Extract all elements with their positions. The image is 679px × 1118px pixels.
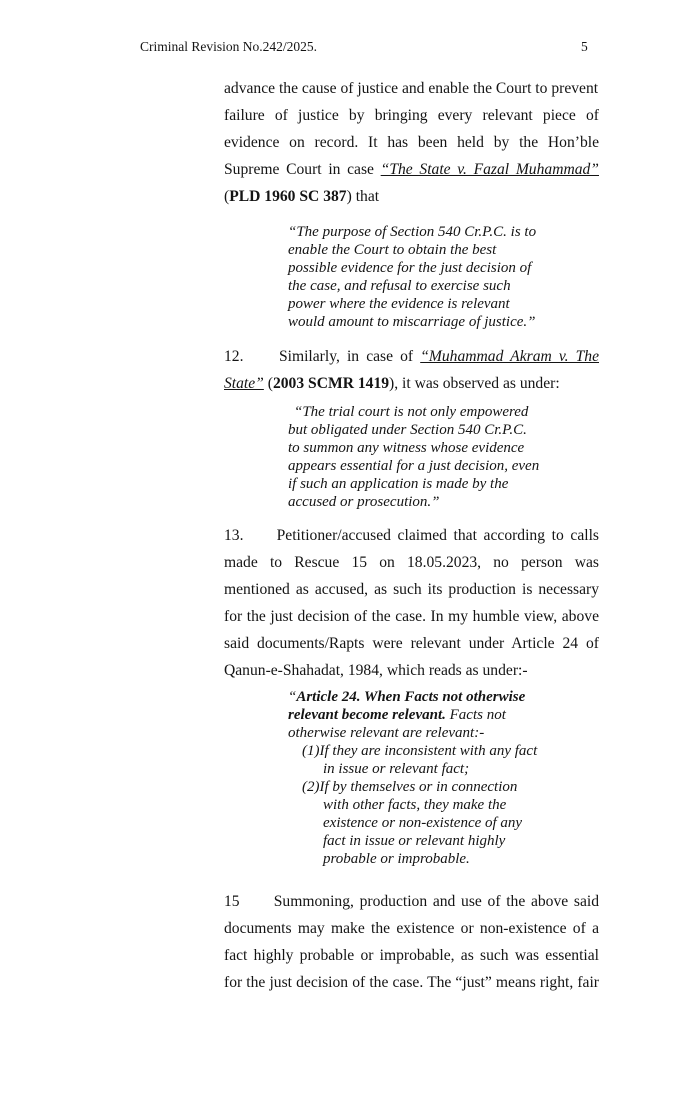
article-heading: Article 24. When Facts not otherwise — [296, 689, 526, 705]
quote-line: in issue or relevant fact; — [323, 761, 470, 777]
article-heading: relevant become relevant. — [288, 707, 446, 723]
paragraph-15 — [224, 888, 599, 996]
quote-line: with other facts, they make the — [323, 797, 507, 813]
text-run: ( — [263, 375, 273, 392]
text-line: mentioned as accused, as such its production is necessary — [224, 581, 599, 598]
text-run: Facts not — [445, 707, 506, 723]
text-line — [224, 370, 599, 397]
quote-line: “The purpose of Section 540 Cr.P.C. is to — [288, 224, 537, 240]
quote-line: “The trial court is not only empowered — [294, 404, 529, 420]
text-line: evidence on record. It has been held by the Hon’ble — [224, 134, 599, 151]
case-citation-title: “Muhammad Akram v. The — [420, 348, 599, 365]
text-run: Supreme Court in case — [224, 161, 381, 178]
text-run: Summoning, production and use of the above said — [273, 893, 599, 910]
quote-line — [288, 688, 553, 706]
text-run: If by themselves or in connection — [319, 779, 518, 795]
quote-line: accused or prosecution.” — [288, 494, 440, 510]
text-line: said documents/Rapts were relevant under Article 24 of — [224, 635, 599, 652]
text-line: for the just decision of the case. In my humble view, above — [224, 608, 599, 625]
text-run: Similarly, in case of — [278, 348, 421, 365]
paragraph-13 — [224, 522, 599, 684]
list-number: (2) — [302, 779, 320, 795]
text-run: ) that — [346, 188, 380, 205]
text-run: “ — [288, 689, 297, 705]
law-report-citation: PLD 1960 SC 387 — [229, 188, 347, 205]
block-quote-article-24 — [288, 688, 553, 868]
paragraph-11-continuation — [224, 75, 599, 210]
text-run: If they are inconsistent with any fact — [319, 743, 538, 759]
quote-line: power where the evidence is relevant — [288, 296, 510, 312]
case-citation-title: “The State v. Fazal Muhammad” — [380, 161, 599, 178]
text-run: ), it was observed as under: — [389, 375, 560, 392]
case-citation-title: State” — [224, 375, 264, 392]
text-line: documents may make the existence or non-existence of a — [224, 920, 599, 937]
quote-line: existence or non-existence of any — [323, 815, 523, 831]
paragraph-number: 15 — [224, 893, 240, 910]
text-line: for the just decision of the case. The “just” means right, fair — [224, 974, 599, 991]
quote-line: fact in issue or relevant highly — [323, 833, 506, 849]
block-quote-2 — [288, 403, 553, 511]
quote-line: possible evidence for the just decision of — [288, 260, 532, 276]
quote-line: otherwise relevant are relevant:- — [288, 725, 485, 741]
text-line: advance the cause of justice and enable the Court to prevent — [224, 80, 599, 97]
text-line — [224, 183, 599, 210]
block-quote-1 — [288, 223, 553, 331]
law-report-citation: 2003 SCMR 1419 — [272, 375, 390, 392]
text-line — [224, 156, 599, 183]
list-number: (1) — [302, 743, 320, 759]
quote-line: if such an application is made by the — [288, 476, 509, 492]
page-number: 5 — [581, 39, 588, 54]
quote-line: but obligated under Section 540 Cr.P.C. — [288, 422, 527, 438]
quote-line: the case, and refusal to exercise such — [288, 278, 511, 294]
quote-line: to summon any witness whose evidence — [288, 440, 525, 456]
quote-line: probable or improbable. — [323, 851, 470, 867]
quote-line: would amount to miscarriage of justice.” — [288, 314, 536, 330]
list-item — [288, 742, 553, 760]
quote-line — [288, 706, 553, 724]
text-run: ( — [224, 188, 230, 205]
paragraph-12 — [224, 343, 599, 397]
text-line — [224, 888, 599, 915]
paragraph-number: 12. — [224, 348, 244, 365]
text-line: Qanun-e-Shahadat, 1984, which reads as under:- — [224, 662, 528, 679]
text-line: made to Rescue 15 on 18.05.2023, no person was — [224, 554, 599, 571]
text-line: failure of justice by bringing every relevant piece of — [224, 107, 599, 124]
case-title: Criminal Revision No.242/2025. — [140, 39, 317, 54]
quote-line: enable the Court to obtain the best — [288, 242, 497, 258]
list-item — [288, 778, 553, 796]
text-line: fact highly probable or improbable, as such was essential — [224, 947, 599, 964]
text-line — [224, 343, 599, 370]
quote-line: appears essential for a just decision, even — [288, 458, 540, 474]
text-run: Petitioner/accused claimed that according to calls — [276, 527, 599, 544]
text-line — [224, 522, 599, 549]
paragraph-number: 13. — [224, 527, 244, 544]
